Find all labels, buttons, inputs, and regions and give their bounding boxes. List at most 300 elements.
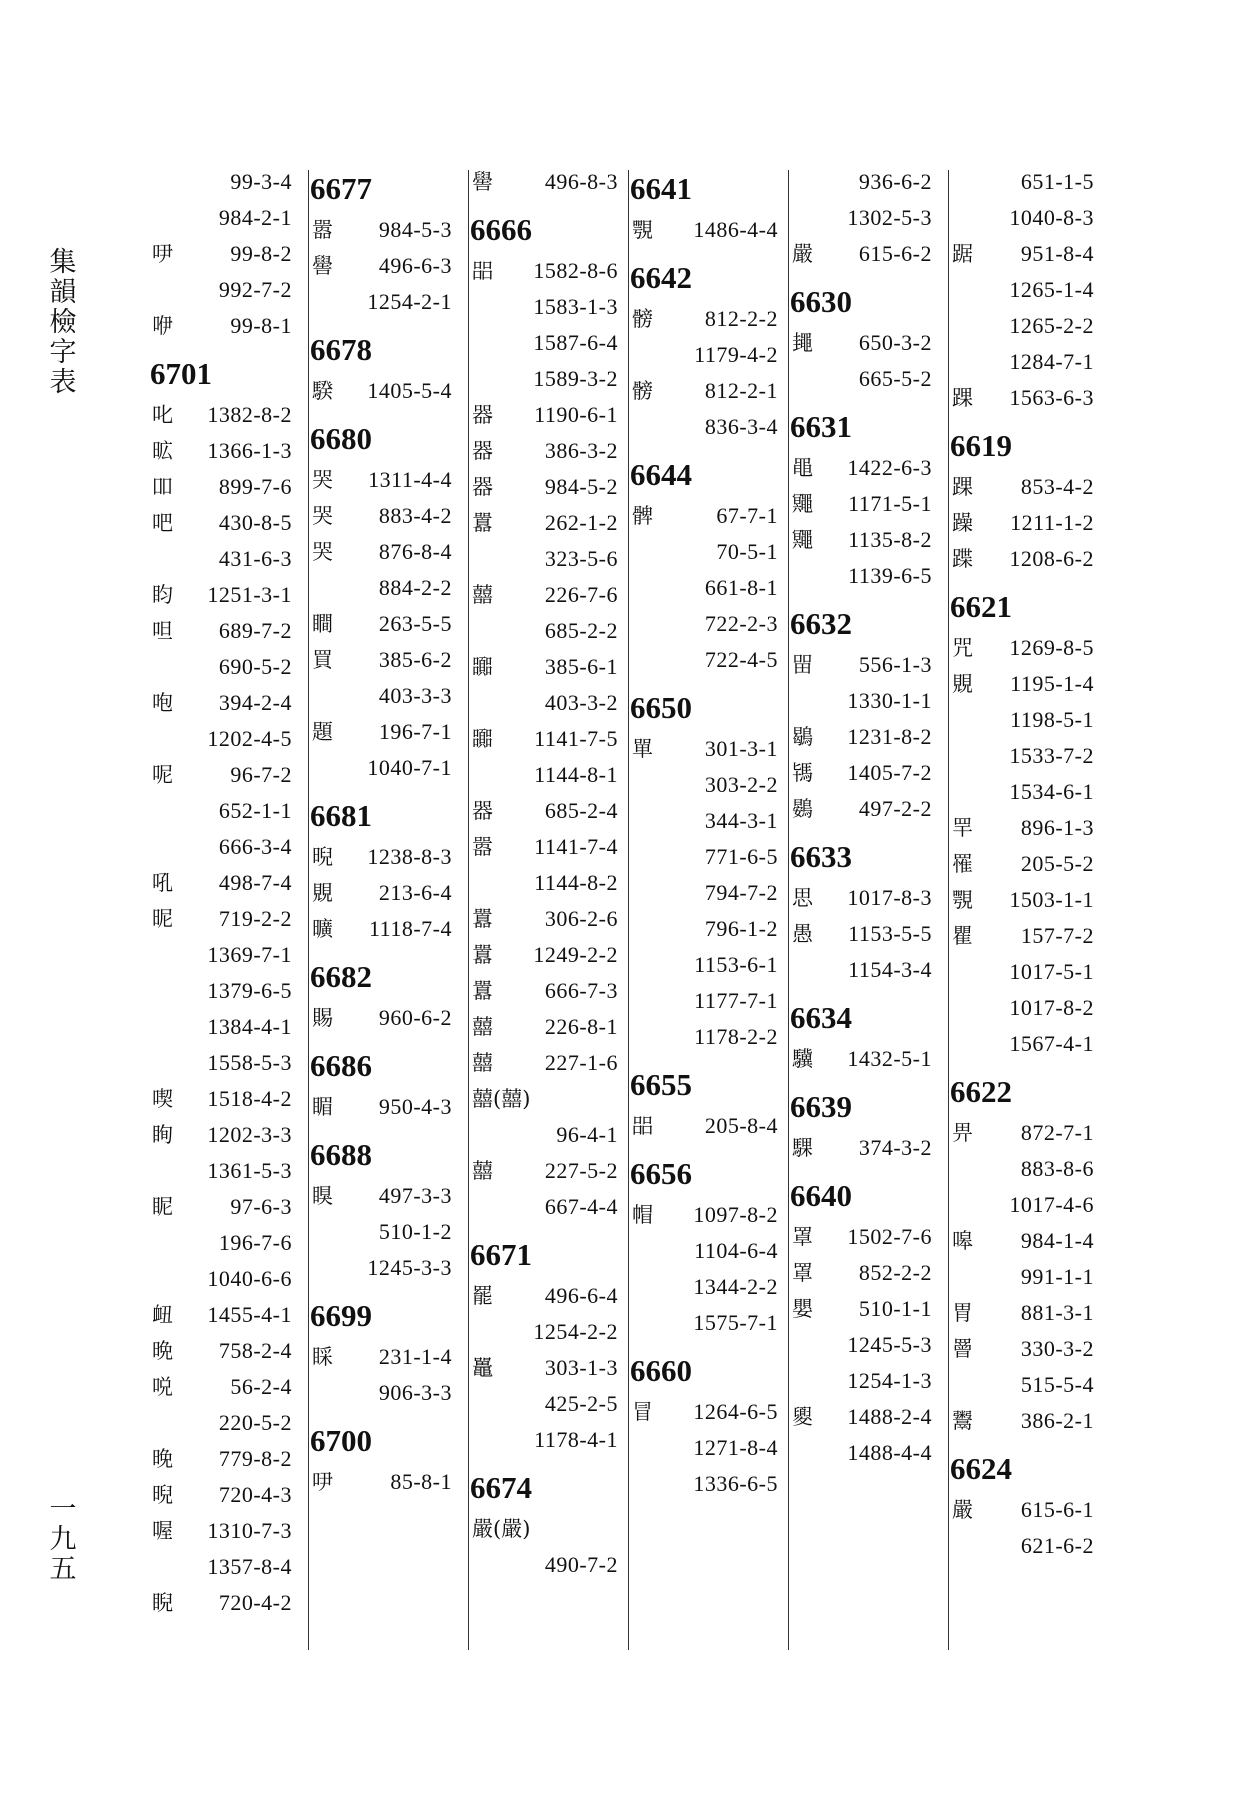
group-heading [788,1077,938,1130]
entry-reference: 306-2-6 [544,906,618,931]
entry-character: 瞷 [312,612,333,636]
entry-reference: 666-3-4 [218,834,292,859]
index-entry [148,901,298,937]
entry-reference: 1254-2-1 [367,289,452,314]
entry-reference: 1384-4-1 [207,1014,292,1039]
entry-character: 㗊 [632,1114,653,1138]
index-entry [468,361,624,397]
group-code: 6677 [310,171,372,206]
entry-reference: 263-5-5 [378,611,452,636]
entry-reference: 157-7-2 [1020,923,1094,948]
entry-reference: 1488-2-4 [847,1404,932,1429]
entry-reference: 497-2-2 [858,796,932,821]
entry-reference: 722-2-3 [704,611,778,636]
group-code: 6656 [630,1156,692,1191]
group-code: 6701 [150,356,212,391]
index-entry [628,1305,784,1341]
entry-character: 咿 [152,314,173,338]
group-heading [308,947,458,1000]
entry-character: 衄 [152,1303,173,1327]
entry-reference: 1422-6-3 [847,455,932,480]
entry-reference: 812-2-2 [704,306,778,331]
entry-reference: 1265-1-4 [1009,277,1094,302]
entry-reference: 621-6-2 [1020,1533,1094,1558]
group-code: 6682 [310,959,372,994]
entry-reference: 1040-7-1 [367,755,452,780]
index-entry [468,757,624,793]
index-entry [468,505,624,541]
entry-reference: 556-1-3 [858,652,932,677]
entry-reference: 425-2-5 [544,1391,618,1416]
index-entry [948,1223,1100,1259]
index-entry [628,1233,784,1269]
entry-reference: 615-6-2 [858,241,932,266]
index-column-5 [788,164,938,1644]
entry-character: 騍 [792,1136,813,1160]
entry-character: 單 [632,737,653,761]
index-entry [308,1214,458,1250]
index-entry [628,212,784,248]
entry-reference: 196-7-1 [378,719,452,744]
index-entry [788,916,938,952]
entry-reference: 220-5-2 [218,1410,292,1435]
entry-reference: 386-3-2 [544,438,618,463]
entry-reference: 510-1-2 [378,1219,452,1244]
entry-reference: 1177-7-1 [694,988,778,1013]
entry-reference: 796-1-2 [704,916,778,941]
index-entry [148,469,298,505]
entry-character: 鼆 [792,528,813,552]
index-entry [308,714,458,750]
entry-character: 器 [472,403,493,427]
index-entry [148,164,298,200]
group-heading [308,320,458,373]
group-code: 6686 [310,1048,372,1083]
entry-reference: 1017-8-2 [1009,995,1094,1020]
index-entry [948,1367,1100,1403]
entry-character: 昵 [152,907,173,931]
group-heading [788,827,938,880]
index-entry [788,522,938,558]
index-entry [948,380,1100,416]
index-entry [948,918,1100,954]
entry-character: 哾 [152,1375,173,1399]
entry-reference: 99-8-2 [230,241,292,266]
entry-character: 賜 [312,1006,333,1030]
index-entry [948,1403,1100,1439]
index-entry [948,164,1100,200]
index-entry [148,1297,298,1333]
group-heading [468,1225,624,1278]
index-entry [628,947,784,983]
index-entry [148,685,298,721]
index-entry [148,308,298,344]
entry-character: 罩 [792,1225,813,1249]
entry-reference: 1455-4-1 [207,1302,292,1327]
entry-character: 駂 [792,761,813,785]
index-entry [148,1153,298,1189]
index-entry [468,1547,624,1583]
entry-reference: 899-7-6 [218,474,292,499]
group-heading [468,200,624,253]
index-entry [788,791,938,827]
group-code: 6700 [310,1423,372,1458]
index-entry [628,301,784,337]
index-entry [468,1117,624,1153]
group-code: 6681 [310,798,372,833]
entry-character: 囍 [472,1015,493,1039]
index-entry [628,409,784,445]
index-entry [148,1081,298,1117]
index-entry [628,875,784,911]
index-entry [308,750,458,786]
index-entry [148,1117,298,1153]
entry-reference: 1336-6-5 [693,1471,778,1496]
entry-character: 髈 [632,379,653,403]
entry-reference: 1254-1-3 [847,1368,932,1393]
group-code: 6619 [950,428,1012,463]
entry-character: 瞿 [952,924,973,948]
group-heading [788,272,938,325]
entry-reference: 1017-5-1 [1009,959,1094,984]
entry-character: 嚴 [792,242,813,266]
entry-reference: 615-6-1 [1020,1497,1094,1522]
entry-reference: 403-3-3 [378,683,452,708]
index-entry [788,1130,938,1166]
entry-reference: 70-5-1 [716,539,778,564]
index-entry [948,1528,1100,1564]
index-entry [628,911,784,947]
entry-character: 覞 [952,672,973,696]
entry-reference: 1245-3-3 [367,1255,452,1280]
index-entry [308,1464,458,1500]
entry-reference: 794-7-2 [704,880,778,905]
index-entry [628,642,784,678]
entry-reference: 951-8-4 [1020,241,1094,266]
index-entry [628,570,784,606]
entry-reference: 1198-5-1 [1010,707,1094,732]
entry-character: 䍐 [952,816,973,840]
entry-reference: 1284-7-1 [1009,349,1094,374]
group-heading [628,1144,784,1197]
entry-reference: 1141-7-4 [534,834,618,859]
entry-character: 晩 [152,1339,173,1363]
index-entry [468,577,624,613]
index-entry [308,534,458,570]
entry-character: 冒 [632,1400,653,1424]
index-entry [148,1045,298,1081]
index-entry [788,1291,938,1327]
index-entry [628,731,784,767]
index-entry [948,738,1100,774]
index-entry [468,1153,624,1189]
entry-reference: 1040-8-3 [1009,205,1094,230]
entry-reference: 1369-7-1 [207,942,292,967]
index-entry [948,1187,1100,1223]
entry-reference: 685-2-4 [544,798,618,823]
group-code: 6633 [790,839,852,874]
entry-reference: 992-7-2 [218,277,292,302]
group-heading [948,1062,1100,1115]
entry-reference: 896-1-3 [1020,815,1094,840]
entry-character: 咒 [952,636,973,660]
entry-reference: 496-6-3 [378,253,452,278]
index-entry [468,901,624,937]
entry-reference: 1330-1-1 [847,688,932,713]
group-code: 6688 [310,1137,372,1172]
entry-character: 躁 [952,511,973,535]
group-code: 6642 [630,260,692,295]
entry-character: 器 [472,475,493,499]
group-heading [628,678,784,731]
index-entry [468,541,624,577]
index-entry [468,649,624,685]
entry-reference: 1190-6-1 [534,402,618,427]
index-entry [468,865,624,901]
entry-reference: 1502-7-6 [847,1224,932,1249]
entry-reference: 1144-8-2 [534,870,618,895]
entry-reference: 385-6-1 [544,654,618,679]
group-code: 6699 [310,1298,372,1333]
index-entry [148,1261,298,1297]
index-entry [628,839,784,875]
entry-character: 咆 [152,691,173,715]
entry-reference: 1533-7-2 [1009,743,1094,768]
index-entry [788,647,938,683]
entry-reference: 510-1-1 [858,1296,932,1321]
entry-reference: 85-8-1 [390,1469,452,1494]
entry-character: 哭 [312,468,333,492]
entry-reference: 722-4-5 [704,647,778,672]
entry-character: 瞁 [312,1184,333,1208]
entry-reference: 430-8-5 [218,510,292,535]
group-heading [628,445,784,498]
index-entry [308,284,458,320]
entry-reference: 771-6-5 [704,844,778,869]
index-entry [148,973,298,1009]
entry-character: 晲 [312,845,333,869]
entry-reference: 936-6-2 [858,169,932,194]
entry-reference: 1311-4-4 [368,467,452,492]
entry-character: 罹 [952,852,973,876]
entry-character: 畀 [952,1121,973,1145]
entry-reference: 1486-4-4 [693,217,778,242]
entry-reference: 1264-6-5 [693,1399,778,1424]
entry-reference: 97-6-3 [230,1194,292,1219]
index-entry [628,1430,784,1466]
group-code: 6660 [630,1353,692,1388]
index-entry [788,1399,938,1435]
entry-reference: 56-2-4 [230,1374,292,1399]
index-entry [148,541,298,577]
entry-character: 罷 [472,1284,493,1308]
index-entry [948,1115,1100,1151]
index-entry [468,685,624,721]
entry-reference: 1432-5-1 [847,1046,932,1071]
entry-reference: 1503-1-1 [1009,887,1094,912]
entry-reference: 96-4-1 [556,1122,618,1147]
index-entry [788,486,938,522]
entry-reference: 374-3-2 [858,1135,932,1160]
entry-reference: 884-2-2 [378,575,452,600]
entry-reference: 394-2-4 [218,690,292,715]
entry-reference: 262-1-2 [544,510,618,535]
index-entry [148,1477,298,1513]
index-entry [948,954,1100,990]
entry-character: 驥 [792,1047,813,1071]
entry-character: 㽞 [792,653,813,677]
entry-reference: 227-5-2 [544,1158,618,1183]
entry-character: 囂 [472,907,493,931]
entry-reference: 1141-7-5 [534,726,618,751]
index-entry [948,505,1100,541]
index-entry [948,630,1100,666]
entry-character: 睬 [312,1345,333,1369]
entry-reference: 1202-4-5 [207,726,292,751]
index-entry [948,882,1100,918]
entry-character: 題 [312,720,333,744]
entry-reference: 881-3-1 [1020,1300,1094,1325]
entry-reference: 497-3-3 [378,1183,452,1208]
entry-character: 吚 [152,242,173,266]
entry-character: 覨 [952,888,973,912]
index-column-3 [468,164,624,1644]
entry-character: 愚 [792,922,813,946]
group-heading [948,577,1100,630]
entry-reference: 1238-8-3 [367,844,452,869]
index-entry [308,606,458,642]
index-entry [468,1278,624,1314]
index-entry [948,469,1100,505]
entry-character: 囂 [472,511,493,535]
index-entry [148,397,298,433]
entry-character: 吚 [312,1470,333,1494]
index-entry [948,1026,1100,1062]
group-heading [788,1166,938,1219]
entry-reference: 1208-6-2 [1009,546,1094,571]
index-entry [308,678,458,714]
entry-character: 器 [472,439,493,463]
index-entry [628,1394,784,1430]
index-entry [308,462,458,498]
index-entry [788,164,938,200]
entry-reference: 1178-2-2 [694,1024,778,1049]
index-entry [148,272,298,308]
entry-reference: 403-3-2 [544,690,618,715]
group-heading [308,1125,458,1178]
index-entry [148,937,298,973]
entry-character: 嗥 [952,1229,973,1253]
entry-reference: 690-5-2 [218,654,292,679]
entry-character: 昿 [152,439,173,463]
entry-reference: 1231-8-2 [847,724,932,749]
entry-reference: 1534-6-1 [1009,779,1094,804]
entry-character: 鬻 [952,1409,973,1433]
entry-reference: 515-5-4 [1020,1372,1094,1397]
entry-character: 盷 [152,583,173,607]
index-entry [948,810,1100,846]
index-entry [468,325,624,361]
entry-character: 嚴(嚴) [472,1517,531,1541]
entry-character: 胃 [952,1301,973,1325]
group-heading [948,416,1100,469]
entry-reference: 661-8-1 [704,575,778,600]
entry-reference: 991-1-1 [1020,1264,1094,1289]
entry-reference: 651-1-5 [1020,169,1094,194]
entry-reference: 1135-8-2 [848,527,932,552]
entry-character: 罩 [792,1261,813,1285]
index-entry [468,253,624,289]
index-entry [148,1189,298,1225]
entry-character: 嚣 [312,218,333,242]
group-code: 6624 [950,1451,1012,1486]
entry-reference: 876-8-4 [378,539,452,564]
index-entry [148,1405,298,1441]
index-entry [628,1197,784,1233]
group-heading [788,594,938,647]
index-entry [148,721,298,757]
index-entry [308,248,458,284]
entry-reference: 666-7-3 [544,978,618,1003]
index-entry [788,1363,938,1399]
index-entry [468,973,624,1009]
group-code: 6631 [790,409,852,444]
entry-reference: 385-6-2 [378,647,452,672]
index-entry [468,397,624,433]
index-entry [148,865,298,901]
entry-reference: 650-3-2 [858,330,932,355]
index-entry [628,498,784,534]
entry-reference: 67-7-1 [716,503,778,528]
entry-reference: 99-8-1 [230,313,292,338]
entry-character: 嚣 [472,835,493,859]
group-code: 6634 [790,1000,852,1035]
index-entry [308,1375,458,1411]
index-entry [308,1178,458,1214]
index-entry [468,1189,624,1225]
entry-reference: 1017-8-3 [847,885,932,910]
entry-character: 嚻 [472,727,493,751]
index-entry [468,937,624,973]
index-entry [948,774,1100,810]
index-entry [788,683,938,719]
entry-reference: 1271-8-4 [693,1435,778,1460]
index-entry [788,361,938,397]
index-entry [948,1295,1100,1331]
entry-reference: 386-2-1 [1020,1408,1094,1433]
group-code: 6655 [630,1067,692,1102]
index-column-2 [308,164,458,1644]
index-entry [148,1549,298,1585]
index-entry [148,1333,298,1369]
entry-character: 囍(囍) [472,1087,531,1111]
entry-character: 睸 [312,1095,333,1119]
entry-character: 嬰 [792,1297,813,1321]
entry-reference: 1518-4-2 [207,1086,292,1111]
entry-reference: 196-7-6 [218,1230,292,1255]
entry-reference: 836-3-4 [704,414,778,439]
entry-reference: 1195-1-4 [1010,671,1094,696]
entry-reference: 665-5-2 [858,366,932,391]
entry-reference: 960-6-2 [378,1005,452,1030]
entry-character: 鷃 [792,797,813,821]
entry-character: 蹀 [952,547,973,571]
index-entry [468,289,624,325]
index-entry [948,1259,1100,1295]
entry-character: 囍 [472,583,493,607]
entry-reference: 1178-4-1 [534,1427,618,1452]
index-entry [468,1045,624,1081]
